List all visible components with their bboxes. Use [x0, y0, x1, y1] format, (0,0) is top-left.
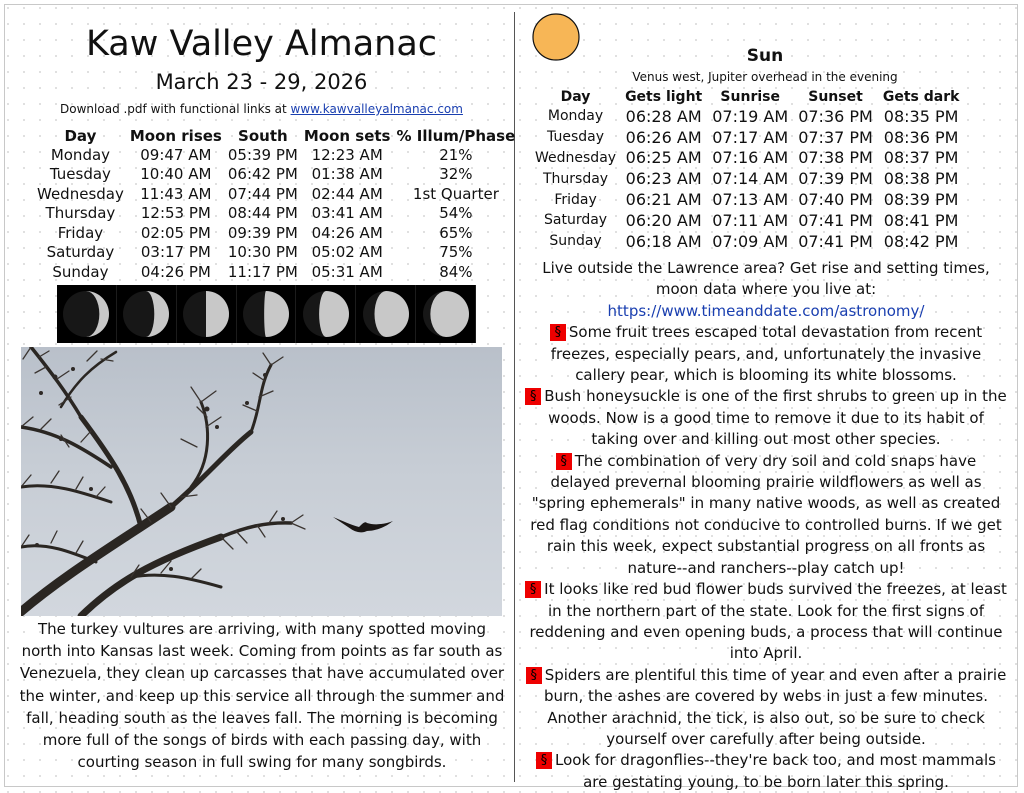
moon-cell: 04:26 AM: [311, 223, 383, 242]
sun-cell: 07:17 AM: [712, 127, 789, 147]
section-marker-icon: §: [525, 388, 541, 405]
sun-header-gets-dark: Gets dark: [882, 89, 960, 105]
sun-header-day: Day: [560, 89, 591, 105]
moon-cell: 84%: [439, 262, 473, 281]
sun-cell: Friday: [554, 191, 597, 208]
moon-lit-area: [319, 291, 349, 337]
date-range: March 23 - 29, 2026: [155, 70, 368, 94]
section-marker-icon: §: [536, 752, 552, 769]
moon-cell: Saturday: [46, 243, 115, 262]
news-item-text: It looks like red bud flower buds survived the freezes, at least in the northern part of the state. Look for the first signs of reddening and even opening buds, a process that will continue into April.: [529, 580, 1007, 663]
website-link[interactable]: www.kawvalleyalmanac.com: [290, 102, 463, 116]
page-title: Kaw Valley Almanac: [85, 24, 438, 64]
moon-phase-icon: [240, 288, 292, 340]
moon-phase-image: [177, 285, 237, 343]
sun-cell: 08:39 PM: [883, 190, 959, 210]
moon-cell: 05:39 PM: [227, 145, 298, 164]
sun-header-sunset: Sunset: [808, 89, 863, 105]
moon-cell: 32%: [439, 165, 473, 184]
moon-table: [34, 126, 518, 282]
news-item-text: The combination of very dry soil and cold snaps have delayed prevernal blooming prairie wildflowers as well as "spring ephemerals" in many native woods, as well as created red flag conditions not conducive to controlled burns. If we get rain this week, expect substantial progress on all fronts as nature--and ranchers--play catch up!: [530, 451, 1002, 577]
moon-header-south: South: [238, 126, 288, 145]
sun-cell: 08:42 PM: [883, 231, 959, 251]
table-row: [531, 231, 964, 252]
table-row: [531, 148, 964, 169]
moon-cell: 1st Quarter: [412, 184, 499, 203]
sun-cell: 07:41 PM: [798, 210, 873, 230]
moon-cell: 03:41 AM: [311, 204, 383, 223]
download-line: [14, 100, 509, 118]
moon-cell: Tuesday: [49, 165, 111, 184]
sun-cell: 06:28 AM: [625, 106, 702, 126]
news-item-text: Look for dragonflies--they're back too, and most mammals are gestating young, to be born later this spring.: [555, 751, 996, 791]
news-item: [524, 451, 1008, 579]
table-row: [34, 223, 518, 243]
sun-cell: 07:16 AM: [712, 148, 789, 168]
outside-area-note: [524, 258, 1008, 322]
sun-header-sunrise: Sunrise: [720, 89, 780, 105]
moon-lit-area: [206, 291, 229, 337]
moon-cell: 12:53 PM: [140, 204, 211, 223]
news-item-text: Spiders are plentiful this time of year and even after a prairie burn, the ashes are covered by webs in just a few minutes. Another arachnid, the tick, is also out, so be sure to check yourself over carefully after being outside.: [544, 665, 1007, 748]
sun-cell: 08:37 PM: [883, 148, 959, 168]
moon-cell: 03:17 PM: [140, 243, 211, 262]
moon-lit-area: [430, 291, 469, 337]
right-text-column: [524, 258, 1008, 793]
sun-cell: 07:19 AM: [712, 106, 789, 126]
table-row: [34, 262, 518, 282]
news-item: [524, 322, 1008, 386]
moon-phase-strip: [57, 285, 476, 343]
moon-cell: 07:44 PM: [227, 184, 298, 203]
sun-cell: 06:21 AM: [625, 190, 702, 210]
sun-header-gets-light: Gets light: [625, 89, 703, 105]
news-item: [524, 665, 1008, 751]
moon-phase-image: [117, 285, 177, 343]
table-row: [34, 145, 518, 165]
moon-phase-icon: [360, 288, 412, 340]
sun-cell: 08:38 PM: [883, 169, 959, 189]
sun-cell: 08:35 PM: [883, 106, 959, 126]
sun-cell: 07:14 AM: [712, 169, 789, 189]
moon-phase-image: [416, 285, 476, 343]
moon-cell: Friday: [57, 223, 104, 242]
sun-table: [531, 88, 964, 252]
table-row: [34, 165, 518, 185]
moon-cell: 04:26 PM: [140, 262, 211, 281]
tree-branches-illustration: [21, 347, 502, 616]
table-row: [531, 168, 964, 189]
moon-cell: 10:30 PM: [227, 243, 298, 262]
table-row: [34, 204, 518, 224]
sun-cell: 08:36 PM: [883, 127, 959, 147]
moon-header-rises: Moon rises: [129, 126, 222, 145]
moon-phase-icon: [420, 288, 472, 340]
sun-cell: 07:13 AM: [712, 190, 789, 210]
news-item-text: Some fruit trees escaped total devastation from recent freezes, especially pears, and, unfortunately the invasive callery pear, which is blooming its white blossoms.: [550, 323, 983, 385]
news-item: [524, 386, 1008, 450]
sun-cell: 07:11 AM: [712, 210, 789, 230]
moon-cell: 01:38 AM: [311, 165, 383, 184]
moon-phase-image: [356, 285, 416, 343]
sun-cell: 06:25 AM: [625, 148, 702, 168]
section-marker-icon: §: [556, 453, 572, 470]
moon-cell: 75%: [439, 243, 473, 262]
sun-cell: Saturday: [543, 212, 608, 229]
sun-cell: Tuesday: [547, 129, 605, 146]
moon-cell: 65%: [439, 223, 473, 242]
table-row: [34, 243, 518, 263]
vulture-tree-photo: [21, 347, 502, 616]
turkey-vulture-paragraph: The turkey vultures are arriving, with many spotted moving north into Kansas last week. Coming from points as far south as Venezuela, they clean up carcasses that have accumulated over the winter, and keep up this service all through the summer and fall, heading south as the leaves fall. The morning is becoming more full of the songs of birds with each passing day, with courting season in full swing for many songbirds.: [19, 620, 505, 772]
moon-phase-icon: [60, 288, 112, 340]
moon-cell: 09:47 AM: [140, 145, 212, 164]
moon-cell: 10:40 AM: [140, 165, 212, 184]
moon-cell: 11:17 PM: [227, 262, 298, 281]
moon-phase-icon: [120, 288, 172, 340]
sun-cell: 06:26 AM: [625, 127, 702, 147]
moon-header-day: Day: [64, 126, 97, 145]
sun-cell: Wednesday: [535, 149, 617, 166]
sun-cell: 07:38 PM: [798, 148, 873, 168]
moon-cell: 54%: [439, 204, 473, 223]
moon-table-header: [34, 126, 518, 145]
moon-cell: Sunday: [52, 262, 109, 281]
download-prefix: Download .pdf with functional links at: [60, 102, 291, 116]
sun-cell: 07:40 PM: [798, 190, 873, 210]
moon-cell: 02:44 AM: [311, 184, 383, 203]
sun-title: Sun: [746, 46, 784, 66]
moon-cell: 05:31 AM: [311, 262, 383, 281]
moon-cell: 05:02 AM: [311, 243, 383, 262]
section-marker-icon: §: [526, 667, 542, 684]
sun-cell: 06:18 AM: [625, 231, 702, 251]
sun-cell: Monday: [547, 108, 604, 125]
sun-cell: 07:36 PM: [798, 106, 873, 126]
sun-cell: 07:39 PM: [798, 169, 873, 189]
moon-cell: 06:42 PM: [227, 165, 298, 184]
news-item: [524, 750, 1008, 793]
sun-cell: Thursday: [542, 170, 609, 187]
table-row: [531, 210, 964, 231]
planets-note: Venus west, Jupiter overhead in the evening: [632, 70, 898, 84]
timeanddate-link[interactable]: https://www.timeanddate.com/astronomy/: [607, 301, 925, 320]
moon-cell: Monday: [50, 145, 111, 164]
sun-cell: Sunday: [549, 233, 602, 250]
vulture-silhouette: [333, 517, 393, 532]
moon-phase-image: [57, 285, 117, 343]
table-row: [531, 189, 964, 210]
news-item-text: Bush honeysuckle is one of the first shrubs to green up in the woods. Now is a good time to remove it due to its habit of taking over and killing out most other species.: [544, 387, 1007, 449]
sun-cell: 07:41 PM: [798, 231, 873, 251]
moon-cell: 02:05 PM: [140, 223, 211, 242]
outside-area-text: Live outside the Lawrence area? Get rise and setting times, moon data where you live at:: [542, 259, 990, 299]
moon-lit-area: [374, 291, 409, 337]
moon-cell: 12:23 AM: [311, 145, 383, 164]
moon-phase-image: [237, 285, 297, 343]
moon-cell: 09:39 PM: [227, 223, 298, 242]
table-row: [531, 127, 964, 148]
news-item: [524, 579, 1008, 665]
moon-cell: 11:43 AM: [140, 184, 212, 203]
moon-lit-area: [264, 291, 289, 337]
moon-header-sets: Moon sets: [303, 126, 391, 145]
moon-cell: 21%: [439, 145, 473, 164]
section-marker-icon: §: [550, 324, 566, 341]
sun-cell: 08:41 PM: [883, 210, 959, 230]
left-column: [14, 22, 509, 118]
sun-cell: 07:09 AM: [712, 231, 789, 251]
moon-phase-icon: [300, 288, 352, 340]
sun-cell: 06:23 AM: [625, 169, 702, 189]
table-row: [34, 184, 518, 204]
moon-phase-image: [296, 285, 356, 343]
table-row: [531, 106, 964, 127]
sun-cell: 06:20 AM: [625, 210, 702, 230]
moon-phase-icon: [180, 288, 232, 340]
moon-cell: Thursday: [45, 204, 116, 223]
moon-cell: Wednesday: [37, 184, 124, 203]
moon-header-illum: % Illum/Phase: [396, 126, 516, 145]
section-marker-icon: §: [525, 581, 541, 598]
sun-table-header: [531, 88, 964, 106]
moon-cell: 08:44 PM: [227, 204, 298, 223]
sun-cell: 07:37 PM: [798, 127, 873, 147]
